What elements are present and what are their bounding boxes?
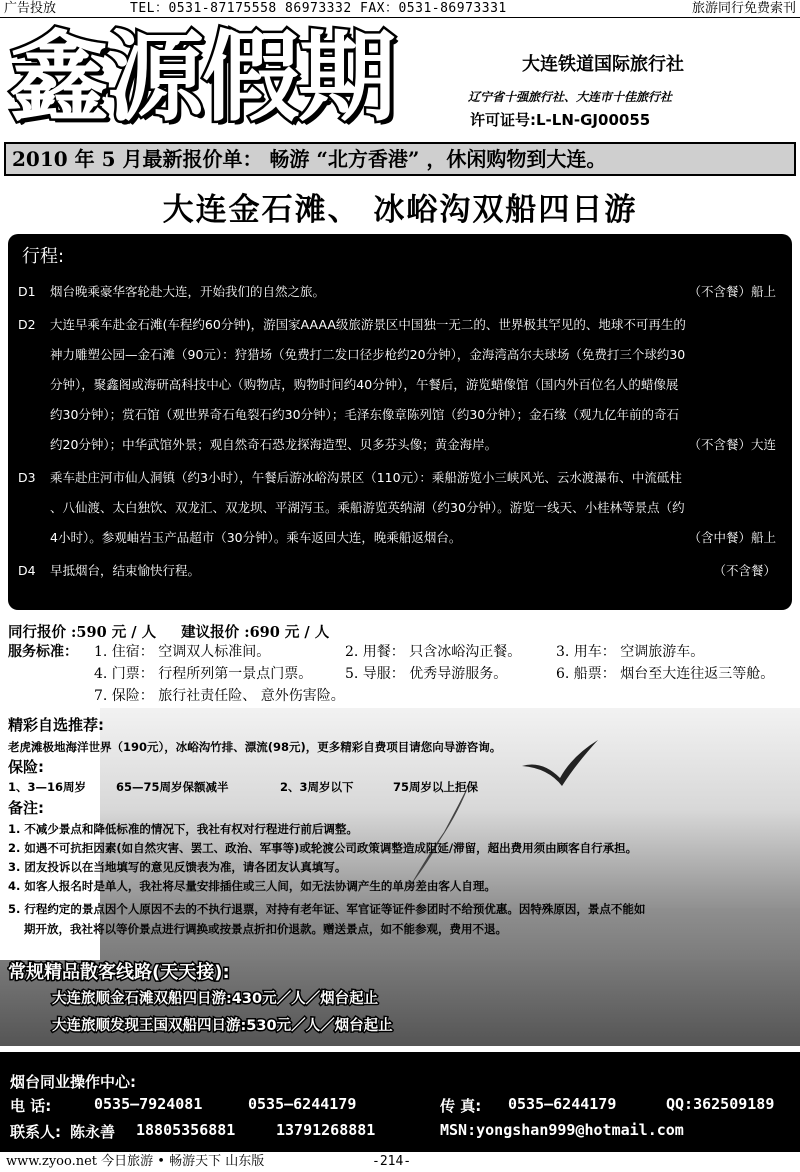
- day-text: 烟台晚乘豪华客轮赴大连，开始我们的自然之旅。: [50, 284, 326, 299]
- day-text: 分钟），聚鑫阁或海研高科技中心（购物店，购物时间约40分钟），午餐后，游览蜡像馆（国内外百位名人的蜡像展: [50, 377, 679, 392]
- tel-fax-line: TEL：0531-87175558 86973332 FAX：0531-86973331: [130, 1, 507, 16]
- itinerary-box: [8, 234, 792, 610]
- service-item: 4. 门票： 行程所列第一景点门票。: [94, 666, 313, 682]
- free-catalog-label: 旅游同行免费索刊: [691, 1, 796, 16]
- day-text: 约20分钟）；中华武馆外景；观自然奇石恐龙探海造型、贝多芬头像；黄金海岸。: [50, 437, 498, 452]
- person-name: 陈永善: [70, 1123, 116, 1141]
- route-item: 大连旅顺发现王国双船四日游:530元／人／烟台起止: [52, 1018, 393, 1034]
- day-meal-tag: （不含餐）船上: [688, 284, 776, 299]
- headline-bar: 2010 年 5 月最新报价单： 畅游 “北方香港” ，休闲购物到大连。: [4, 142, 796, 176]
- day-text: 乘车赴庄河市仙人洞镇（约3小时），午餐后游冰峪沟景区（110元）：乘船游览小三峡风光、云水渡瀑布、中流砥柱: [50, 470, 682, 485]
- mobile-2: 13791268881: [276, 1121, 376, 1139]
- insurance-heading: 保险:: [8, 758, 44, 776]
- day-text: 早抵烟台，结束愉快行程。: [50, 563, 201, 578]
- agency-motto: 辽宁省十强旅行社、大连市十佳旅行社: [468, 90, 673, 104]
- route-item: 大连旅顺金石滩双船四日游:430元／人／烟台起止: [52, 991, 379, 1007]
- routes-heading: 常规精品散客线路(天天接):: [8, 962, 230, 983]
- insurance-item: 75周岁以上拒保: [393, 780, 479, 794]
- contact-title: 烟台同业操作中心:: [10, 1073, 136, 1091]
- qq-number: QQ:362509189: [666, 1095, 775, 1113]
- note-item: 5. 行程约定的景点因个人原因不去的不执行退票，对持有老年证、军官证等证件参团时不给预优惠。因特殊原因，景点不能如: [8, 902, 646, 916]
- day-text: 4小时）。参观岫岩玉产品超市（30分钟）。乘车返回大连，晚乘船返烟台。: [50, 530, 462, 545]
- footer: [0, 1152, 800, 1172]
- person-label: 联系人:: [10, 1123, 61, 1141]
- day-text: 约30分钟）；赏石馆（观世界奇石龟裂石约30分钟）；毛泽东像章陈列馆（约30分钟）；金石缘（观九亿年前的奇石: [50, 407, 679, 422]
- optional-heading: 精彩自选推荐:: [8, 716, 104, 734]
- service-item: 3. 用车： 空调旅游车。: [556, 644, 705, 660]
- service-item: 6. 船票： 烟台至大连往返三等舱。: [556, 666, 775, 682]
- brand-logo-text: 鑫源假期: [10, 20, 395, 135]
- mobile-1: 18805356881: [136, 1121, 236, 1139]
- day-meal-tag: （不含餐）大连: [688, 437, 776, 452]
- fax-label: 传 真:: [440, 1097, 482, 1115]
- tour-title: 大连金石滩、 冰峪沟双船四日游: [162, 192, 638, 228]
- day-label: D2: [18, 317, 36, 332]
- day-meal-tag: （不含餐）: [713, 563, 776, 578]
- trade-price: 同行报价 :590 元 / 人: [8, 624, 157, 641]
- insurance-item: 1、3—16周岁: [8, 780, 87, 794]
- itinerary-heading: 行程:: [22, 246, 65, 267]
- license-number: 许可证号:L-LN-GJ00055: [470, 111, 651, 129]
- note-item: 4. 如客人报名时是单人，我社将尽量安排插住或三人间，如无法协调产生的单房差由客人自理。: [8, 879, 496, 893]
- fax-row: [440, 1095, 481, 1116]
- day-text: 大连早乘车赴金石滩(车程约60分钟)，游国家AAAA级旅游景区中国独一无二的、世界极其罕见的、地球不可再生的: [50, 317, 686, 332]
- ad-label: 广告投放: [4, 1, 57, 16]
- notes-heading: 备注:: [8, 799, 44, 817]
- price-line: [8, 621, 329, 642]
- agency-block: [468, 50, 798, 130]
- day-label: D3: [18, 470, 36, 485]
- phone-2: 0535—6244179: [248, 1095, 357, 1113]
- page-number: -214-: [372, 1154, 412, 1169]
- insurance-item: 65—75周岁保额减半: [116, 780, 229, 794]
- optional-text: 老虎滩极地海洋世界（190元），冰峪沟竹排、漂流(98元)，更多精彩自费项目请您向导游咨询。: [8, 740, 502, 754]
- phone-label: 电 话:: [10, 1097, 52, 1115]
- agency-name: 大连铁道国际旅行社: [522, 54, 684, 75]
- insurance-item: 2、3周岁以下: [280, 780, 354, 794]
- phone-1: 0535—7924081: [94, 1095, 203, 1113]
- fax-number: 0535—6244179: [508, 1095, 617, 1113]
- seagull-icon: [520, 738, 600, 798]
- note-item: 期开放，我社将以等价景点进行调换或按景点折扣价退款。赠送景点，如不能参观，费用不退。: [24, 922, 507, 936]
- service-item: 7. 保险： 旅行社责任险、 意外伤害险。: [94, 688, 345, 704]
- contact-block: [0, 1052, 800, 1152]
- day-label: D4: [18, 563, 36, 578]
- service-item: 5. 导服： 优秀导游服务。: [345, 666, 508, 682]
- footer-text: www.zyoo.net 今日旅游 • 畅游天下 山东版: [6, 1154, 265, 1169]
- person-row: [10, 1121, 115, 1142]
- note-item: 3. 团友投诉以在当地填写的意见反馈表为准，请各团友认真填写。: [8, 860, 347, 874]
- top-bar: [0, 0, 800, 18]
- day-meal-tag: （含中餐）船上: [688, 530, 776, 545]
- service-row: [8, 641, 78, 663]
- day-text: 神力雕塑公园—金石滩（90元）：狩猎场（免费打二发口径步枪约20分钟），金海湾高尔夫球场（免费打三个球约30: [50, 347, 686, 362]
- note-item: 1. 不减少景点和降低标准的情况下，我社有权对行程进行前后调整。: [8, 822, 358, 836]
- phone-row: [10, 1095, 51, 1116]
- service-item: 1. 住宿： 空调双人标准间。: [94, 644, 271, 660]
- service-label: 服务标准：: [8, 644, 78, 660]
- note-item: 2. 如遇不可抗拒因素(如自然灾害、罢工、政治、军事等)或轮渡公司政策调整造成阻延/滞留，超出费用须由顾客自行承担。: [8, 841, 638, 855]
- day-label: D1: [18, 284, 36, 299]
- msn-address: MSN:yongshan999@hotmail.com: [440, 1121, 684, 1139]
- suggested-price: 建议报价 :690 元 / 人: [181, 624, 330, 641]
- service-item: 2. 用餐： 只含冰峪沟正餐。: [345, 644, 522, 660]
- day-text: 、八仙渡、太白独饮、双龙汇、双龙坝、平湖泻玉。乘船游览英纳湖（约30分钟）。游览一线天、小桂林等景点（约: [50, 500, 685, 515]
- seagull-icon: [400, 780, 480, 890]
